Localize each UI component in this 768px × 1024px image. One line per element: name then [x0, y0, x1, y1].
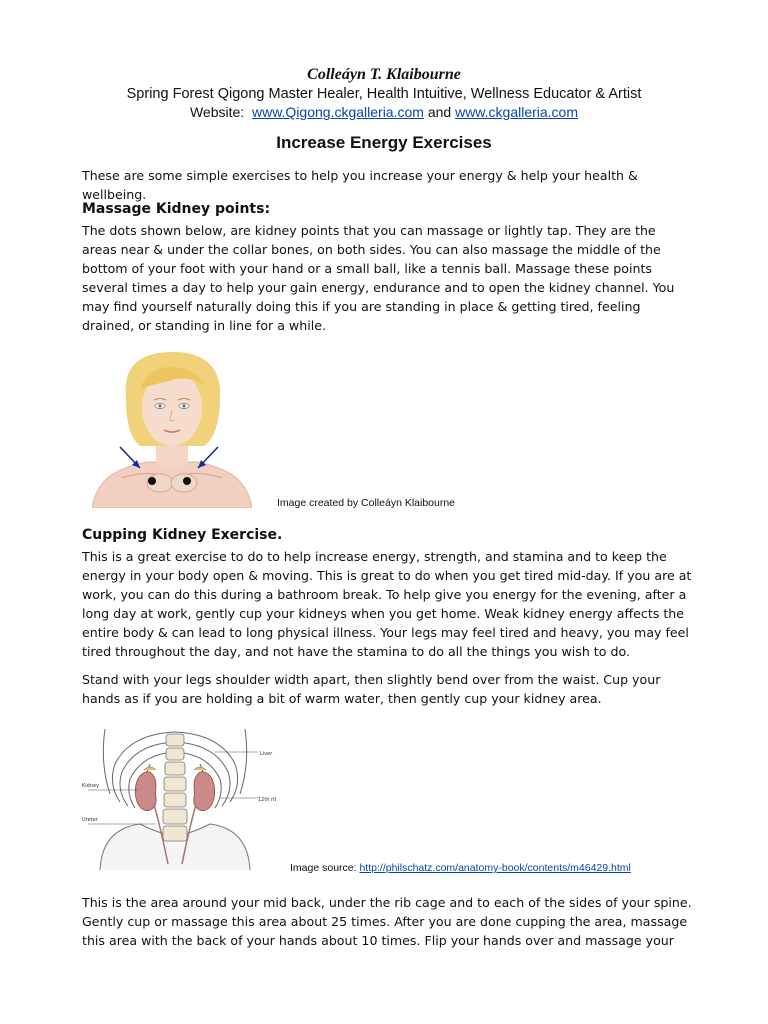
website-link-qigong[interactable]: www.Qigong.ckgalleria.com [251, 104, 424, 120]
cupping-paragraph-2: Stand with your legs shoulder width apart, then slightly bend over from the waist. Cup your hands as if you are holding a bit of warm water, then gently cup your kidney area. [82, 672, 661, 706]
diagram-caption-prefix: Image source: [290, 862, 357, 874]
website-line [0, 104, 768, 120]
label-12th-rib: 12th rib [258, 797, 276, 803]
label-liver: Liver [260, 751, 273, 757]
author-subtitle: Spring Forest Qigong Master Healer, Health Intuitive, Wellness Educator & Artist [126, 86, 642, 102]
cupping-paragraph-1: This is a great exercise to do to help increase energy, strength, and stamina and to keep the energy in your body open & moving. This is great to do when you get tired mid-day. If you are at work, you can do this during a bathroom break. To help give you energy for the evening, after a long day at work, gently cup your kidneys when you get home. Weak kidney energy affects the entire body & can lead to long physical illness. Your legs may feel tired and heavy, you may feel tired throughout the day, and not have the stamina to do all the things you wish to do. [82, 549, 692, 659]
diagram-caption [290, 862, 631, 874]
massage-paragraph: The dots shown below, are kidney points that you can massage or lightly tap. They are the areas near & under the collar bones, on both sides. You can also massage the middle of the bottom of your foot with your hand or a small ball, like a tennis ball. Massage these points several times a day to help your gain energy, endurance and to open the kidney channel. You may find yourself naturally doing this if you are standing in place & getting tired, feeling drained, or standing in line for a while. [82, 223, 675, 333]
website-prefix: Website: [189, 104, 245, 120]
intro-text: These are some simple exercises to help you increase your energy & help your health & wellbeing. [82, 168, 638, 202]
page-title: Increase Energy Exercises [276, 133, 492, 152]
cupping-paragraph-3: This is the area around your mid back, under the rib cage and to each of the sides of your spine. Gently cup or massage this area about 25 times. After you are done cupping the area, massage this area with the back of your hands about 10 times. Flip your hands over and massage your [82, 895, 692, 948]
website-link-ckgalleria[interactable]: www.ckgalleria.com [455, 104, 579, 120]
website-and: and [427, 104, 452, 120]
section-heading-massage: Massage Kidney points: [82, 201, 271, 217]
kidney-anatomy-diagram [80, 724, 276, 870]
section-heading-cupping: Cupping Kidney Exercise. [82, 527, 283, 543]
label-ureter: Ureter [82, 817, 98, 823]
author-name: Colleáyn T. Klaibourne [307, 66, 461, 83]
illustration-caption: Image created by Colleáyn Klaibourne [277, 497, 456, 509]
diagram-source-link[interactable]: http://philschatz.com/anatomy-book/contents/m46429.html [359, 862, 631, 874]
kidney-points-illustration [92, 350, 252, 508]
label-kidney: Kidney [82, 783, 100, 789]
